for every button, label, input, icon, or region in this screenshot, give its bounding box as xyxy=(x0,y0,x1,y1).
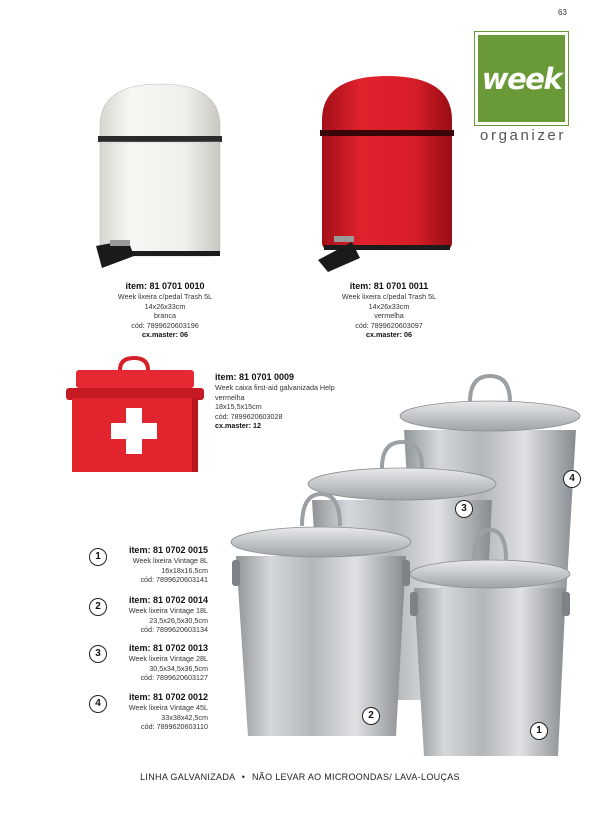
product-desc: Week lixeira c/pedal Trash 5L xyxy=(117,292,213,301)
galvanized-bins-image xyxy=(228,370,588,765)
product-dims: 23,5x26,5x30,5cm xyxy=(149,615,208,625)
vintage-item-3 xyxy=(110,643,208,683)
product-red-bin-text xyxy=(316,281,462,340)
vintage-item-1 xyxy=(110,545,208,585)
product-ean: cód: 7899620603134 xyxy=(140,625,208,635)
product-ean: cód: 7899620603196 xyxy=(131,320,199,330)
product-white-bin-text xyxy=(92,281,238,340)
list-number-3: 3 xyxy=(89,645,107,663)
product-code: item: 81 0701 0009 xyxy=(215,372,295,382)
product-code: item: 81 0702 0012 xyxy=(128,692,208,702)
product-dims: 14x26x33cm xyxy=(368,301,410,311)
product-dims: 33x38x42,5cm xyxy=(161,712,208,722)
product-code: item: 81 0702 0014 xyxy=(128,595,208,605)
product-ean: cód: 7899620603110 xyxy=(140,722,208,732)
image-label-4: 4 xyxy=(563,470,581,488)
brand-logo xyxy=(475,32,568,125)
product-color: branca xyxy=(154,311,176,321)
brand-logo-subtitle: organizer xyxy=(480,127,566,144)
product-color: vermelha xyxy=(215,392,245,402)
product-desc: Week lixeira Vintage 8L xyxy=(132,556,208,565)
product-desc: Week lixeira c/pedal Trash 5L xyxy=(341,292,437,301)
product-dims: 18x15,5x15cm xyxy=(215,402,262,412)
product-dims: 14x26x33cm xyxy=(144,301,186,311)
product-dims: 30,5x34,5x36,5cm xyxy=(149,663,208,673)
product-desc: Week lixeira Vintage 28L xyxy=(128,654,208,663)
footer-right: NÃO LEVAR AO MICROONDAS/ LAVA-LOUÇAS xyxy=(252,772,460,782)
product-desc: Week lixeira Vintage 18L xyxy=(128,606,208,615)
product-ean: cód: 7899620603028 xyxy=(215,411,283,421)
footer-note xyxy=(0,772,600,782)
product-master: cx.master: 12 xyxy=(215,421,261,431)
footer-bullet: • xyxy=(241,772,246,782)
first-aid-box-image xyxy=(62,352,210,477)
product-code: item: 81 0701 0010 xyxy=(125,281,205,291)
product-master: cx.master: 06 xyxy=(142,330,188,340)
product-ean: cód: 7899620603097 xyxy=(355,320,423,330)
vintage-item-4 xyxy=(110,692,208,732)
image-label-3: 3 xyxy=(455,500,473,518)
product-code: item: 81 0702 0015 xyxy=(128,545,208,555)
list-number-2: 2 xyxy=(89,598,107,616)
product-dims: 16x18x16,5cm xyxy=(161,565,208,575)
page-number: 63 xyxy=(558,8,567,17)
product-ean: cód: 7899620603141 xyxy=(140,575,208,585)
white-pedal-bin-image xyxy=(88,78,238,283)
red-pedal-bin-image xyxy=(312,72,462,282)
footer-left: LINHA GALVANIZADA xyxy=(140,772,235,782)
product-code: item: 81 0702 0013 xyxy=(128,643,208,653)
list-number-4: 4 xyxy=(89,695,107,713)
product-ean: cód: 7899620603127 xyxy=(140,673,208,683)
list-number-1: 1 xyxy=(89,548,107,566)
product-desc: Week lixeira Vintage 45L xyxy=(128,703,208,712)
product-code: item: 81 0701 0011 xyxy=(349,281,429,291)
product-color: vermelha xyxy=(374,311,404,321)
brand-logo-word: week xyxy=(481,62,562,96)
product-master: cx.master: 06 xyxy=(366,330,412,340)
vintage-item-2 xyxy=(110,595,208,635)
image-label-2: 2 xyxy=(362,707,380,725)
image-label-1: 1 xyxy=(530,722,548,740)
product-desc: Week caixa first-aid galvanizada Help xyxy=(215,383,335,392)
